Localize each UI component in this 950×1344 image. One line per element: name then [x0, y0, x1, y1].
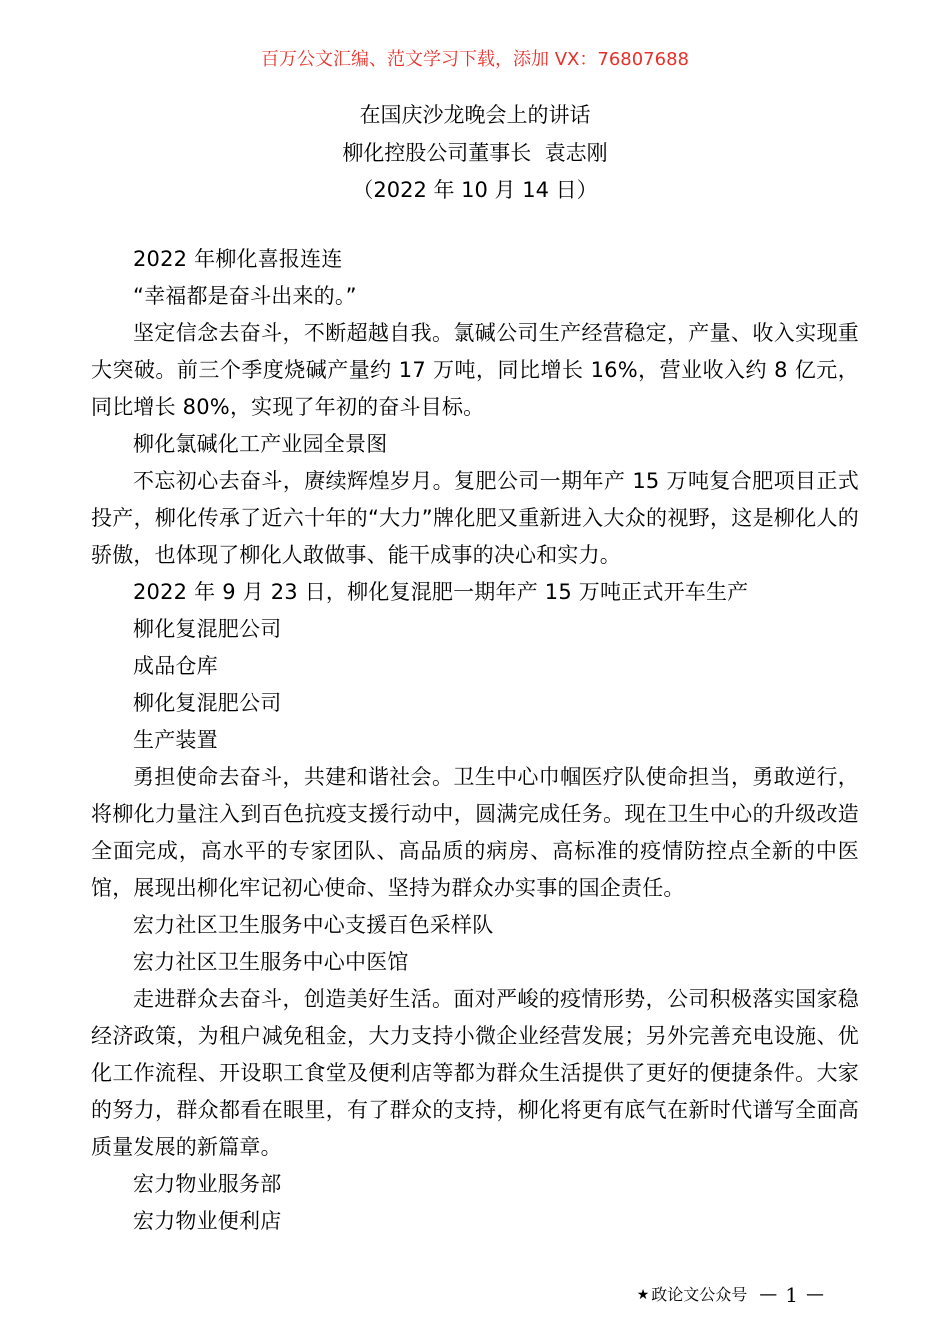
star-icon: ★ — [636, 1287, 650, 1303]
paragraph: 坚定信念去奋斗，不断超越自我。氯碱公司生产经营稳定，产量、收入实现重大突破。前三个季度烧碱产量约 17 万吨，同比增长 16%，营业收入约 8 亿元，同比增长 80%，实现了年初的奋斗目标。 — [91, 321, 859, 419]
photo-caption: 柳化氯碱化工产业园全景图 — [133, 432, 388, 456]
paragraph: 走进群众去奋斗，创造美好生活。面对严峻的疫情形势，公司积极落实国家稳经济政策，为租户减免租金，大力支持小微企业经营发展；另外完善充电设施、优化工作流程、开设职工食堂及便利店等都为群众生活提供了更好的便捷条件。大家的努力，群众都看在眼里，有了群众的支持，柳化将更有底气在新时代谱写全面高质量发展的新篇章。 — [91, 987, 859, 1159]
photo-caption: 宏力社区卫生服务中心中医馆 — [133, 950, 409, 974]
photo-caption: 柳化复混肥公司 — [133, 617, 282, 641]
speaker-line: 柳化控股公司董事长 袁志刚 — [342, 140, 608, 165]
footer-dash-left: — — [759, 1284, 778, 1305]
photo-caption: 宏力物业服务部 — [133, 1172, 282, 1196]
photo-caption: 宏力社区卫生服务中心支援百色采样队 — [133, 913, 494, 937]
photo-caption: 成品仓库 — [133, 654, 218, 678]
document-body — [91, 241, 859, 1240]
document-title: 在国庆沙龙晚会上的讲话 — [359, 103, 591, 127]
photo-caption: 2022 年 9 月 23 日，柳化复混肥一期年产 15 万吨正式开车生产 — [133, 580, 749, 604]
page-footer — [637, 1283, 832, 1307]
date-line: （2022 年 10 月 14 日） — [352, 178, 598, 202]
paragraph: 勇担使命去奋斗，共建和谐社会。卫生中心巾帼医疗队使命担当，勇敢逆行，将柳化力量注入到百色抗疫支援行动中，圆满完成任务。现在卫生中心的升级改造全面完成，高水平的专家团队、高品质的病房、高标准的疫情防控点全新的中医馆，展现出柳化牢记初心使命、坚持为群众办实事的国企责任。 — [91, 765, 859, 900]
paragraph-headline: 2022 年柳化喜报连连 — [133, 247, 343, 271]
paragraph: 不忘初心去奋斗，赓续辉煌岁月。复肥公司一期年产 15 万吨复合肥项目正式投产，柳化传承了近六十年的“大力”牌化肥又重新进入大众的视野，这是柳化人的骄傲，也体现了柳化人敢做事、能干成事的决心和实力。 — [91, 469, 859, 567]
footer-source: 政论文公众号 — [651, 1285, 748, 1304]
photo-caption: 宏力物业便利店 — [133, 1209, 282, 1233]
photo-caption: 柳化复混肥公司 — [133, 691, 282, 715]
header-banner: 百万公文汇编、范文学习下载，添加 VX：76807688 — [261, 49, 689, 70]
photo-caption: 生产装置 — [133, 728, 218, 752]
title-block — [0, 97, 950, 210]
page-number: 1 — [785, 1283, 798, 1307]
paragraph-quote: “幸福都是奋斗出来的。” — [133, 284, 357, 308]
footer-dash-right: — — [806, 1284, 824, 1305]
